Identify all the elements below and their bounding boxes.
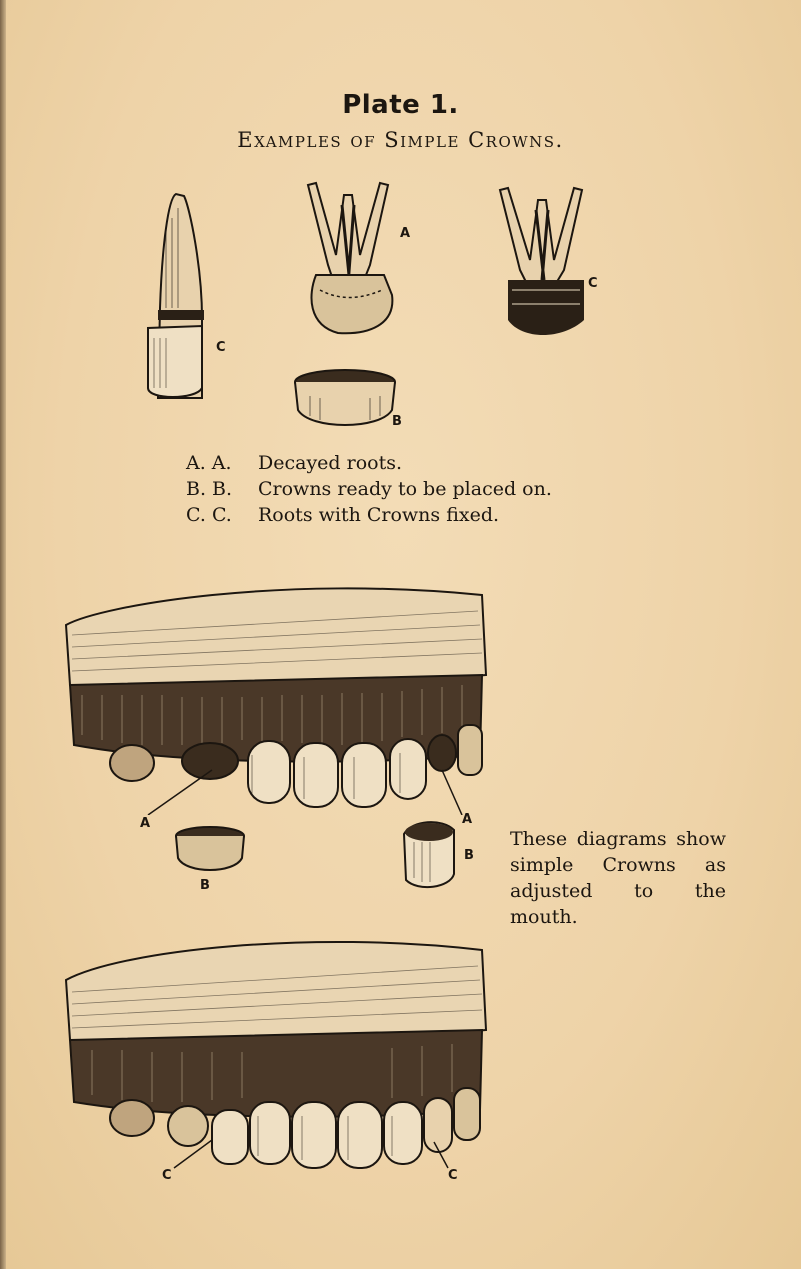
legend-row: B. B. Crowns ready to be placed on. [186, 478, 552, 500]
crown-ready-illustration [290, 366, 400, 432]
label-b-left: B [200, 878, 210, 893]
label-b-right: B [464, 848, 474, 863]
upper-jaw-crowns-fixed-illustration [62, 930, 492, 1170]
label-a-left: A [140, 816, 151, 831]
crown-ready-b-right-illustration [396, 816, 460, 892]
label-b: B [392, 414, 402, 429]
legend-row: C. C. Roots with Crowns fixed. [186, 504, 500, 526]
label-c-bottom-left: C [162, 1168, 172, 1183]
page-edge [0, 0, 6, 1269]
tooth-decayed-root-illustration [298, 175, 402, 340]
legend-row: A. A. Decayed roots. [186, 452, 403, 474]
crown-ready-b-left-illustration [172, 824, 248, 876]
label-c-bottom-right: C [448, 1168, 458, 1183]
tooth-crown-fixed-right-illustration [492, 180, 590, 340]
label-a: A [400, 226, 411, 241]
tooth-crown-fixed-left-illustration [140, 188, 220, 403]
label-c-right: C [588, 276, 598, 291]
legend [186, 450, 552, 528]
label-a-right: A [462, 812, 473, 827]
label-c-left: C [216, 340, 226, 355]
caption: These diagrams show simple Crowns as adjusted to the mouth. [510, 828, 726, 928]
upper-jaw-decayed-roots-illustration [62, 565, 492, 815]
plate-subtitle: Examples of Simple Crowns. [237, 128, 564, 152]
plate-title: Plate 1. [342, 90, 459, 120]
